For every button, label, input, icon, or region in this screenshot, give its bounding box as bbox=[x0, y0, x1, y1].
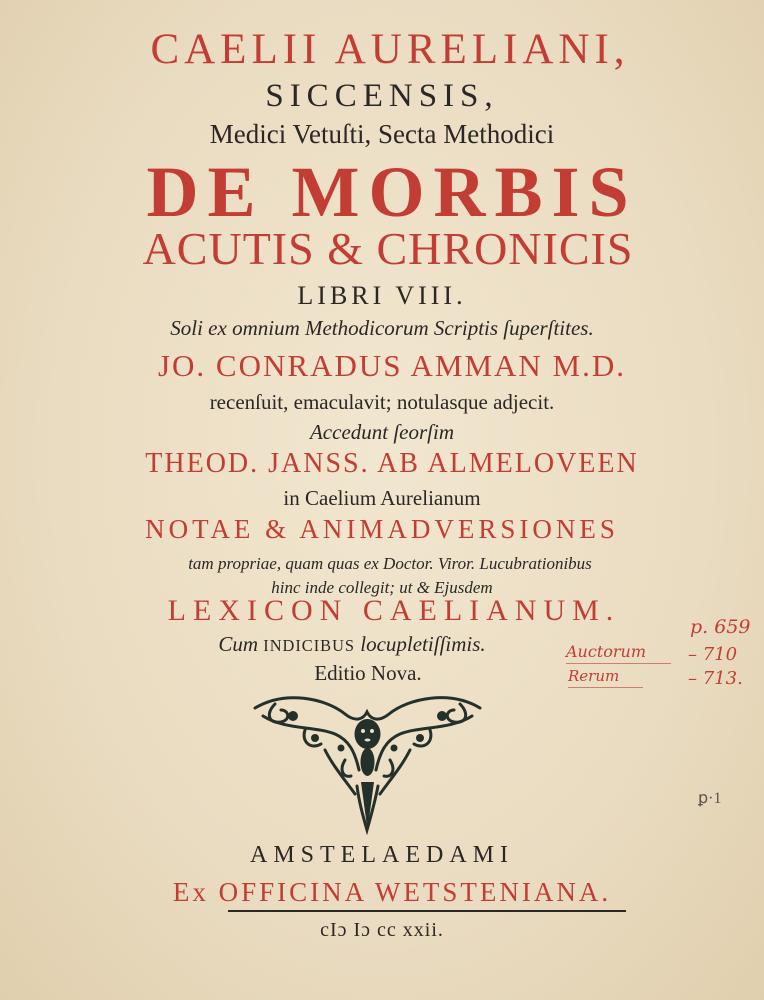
handwritten-page-note: p. 659 bbox=[690, 616, 751, 638]
notes-description-2: hinc inde collegit; ut & Ejusdem bbox=[271, 578, 493, 597]
margin-ink-mark: ꝑ·1 bbox=[698, 790, 722, 807]
imprint-rule bbox=[228, 910, 626, 912]
book-count: LIBRI VIII. bbox=[297, 281, 467, 310]
editor-credit: recenſuit, emaculavit; notulasque adjecit. bbox=[209, 390, 555, 414]
imprint-date: cIɔ Iɔ cc xxii. bbox=[320, 919, 444, 941]
author-origin: SICCENSIS, bbox=[265, 78, 499, 114]
work-title: DE MORBIS bbox=[146, 152, 638, 232]
indices-word: INDICIBUS bbox=[263, 636, 355, 655]
notes-heading: NOTAE & ANIMADVERSIONES bbox=[145, 514, 619, 544]
imprint-publisher-name: OFFICINA WETSTENIANA. bbox=[218, 877, 612, 907]
edition-line: Editio Nova. bbox=[314, 661, 422, 685]
indices-line-start: Cum bbox=[218, 632, 264, 656]
handwritten-auctorum-page: – 710 bbox=[688, 644, 738, 665]
lexicon-heading: LEXICON CAELIANUM. bbox=[167, 594, 621, 627]
annotator-subject: in Caelium Aurelianum bbox=[283, 486, 481, 510]
accedunt-line: Accedunt ſeorſim bbox=[309, 420, 455, 444]
imprint-publisher-prefix: Ex bbox=[172, 877, 219, 907]
handwritten-underline bbox=[568, 687, 643, 688]
editor-name: JO. CONRADUS AMMAN M.D. bbox=[157, 348, 626, 383]
imprint-publisher bbox=[10, 879, 764, 906]
author-name: CAELII AURELIANI, bbox=[150, 26, 630, 73]
handwritten-underline bbox=[566, 663, 671, 664]
description-line: Soli ex omnium Methodicorum Scriptis ſuperſtites. bbox=[170, 316, 594, 340]
handwritten-rerum-label: Rerum bbox=[568, 667, 620, 685]
imprint-city: AMSTELAEDAMI bbox=[250, 842, 514, 868]
work-subtitle: ACUTIS & CHRONICIS bbox=[142, 223, 634, 274]
indices-line-end: locupletiſſimis. bbox=[355, 632, 486, 656]
annotator-name: THEOD. JANSS. AB ALMELOVEEN bbox=[145, 448, 639, 479]
fleuron-ornament bbox=[245, 690, 490, 835]
handwritten-rerum-page: – 713. bbox=[688, 668, 743, 689]
author-description: Medici Vetuſti, Secta Methodici bbox=[209, 119, 555, 149]
handwritten-auctorum-label: Auctorum bbox=[566, 642, 647, 661]
notes-description-1: tam propriae, quam quas ex Doctor. Viror. Lucubrationibus bbox=[188, 554, 592, 573]
